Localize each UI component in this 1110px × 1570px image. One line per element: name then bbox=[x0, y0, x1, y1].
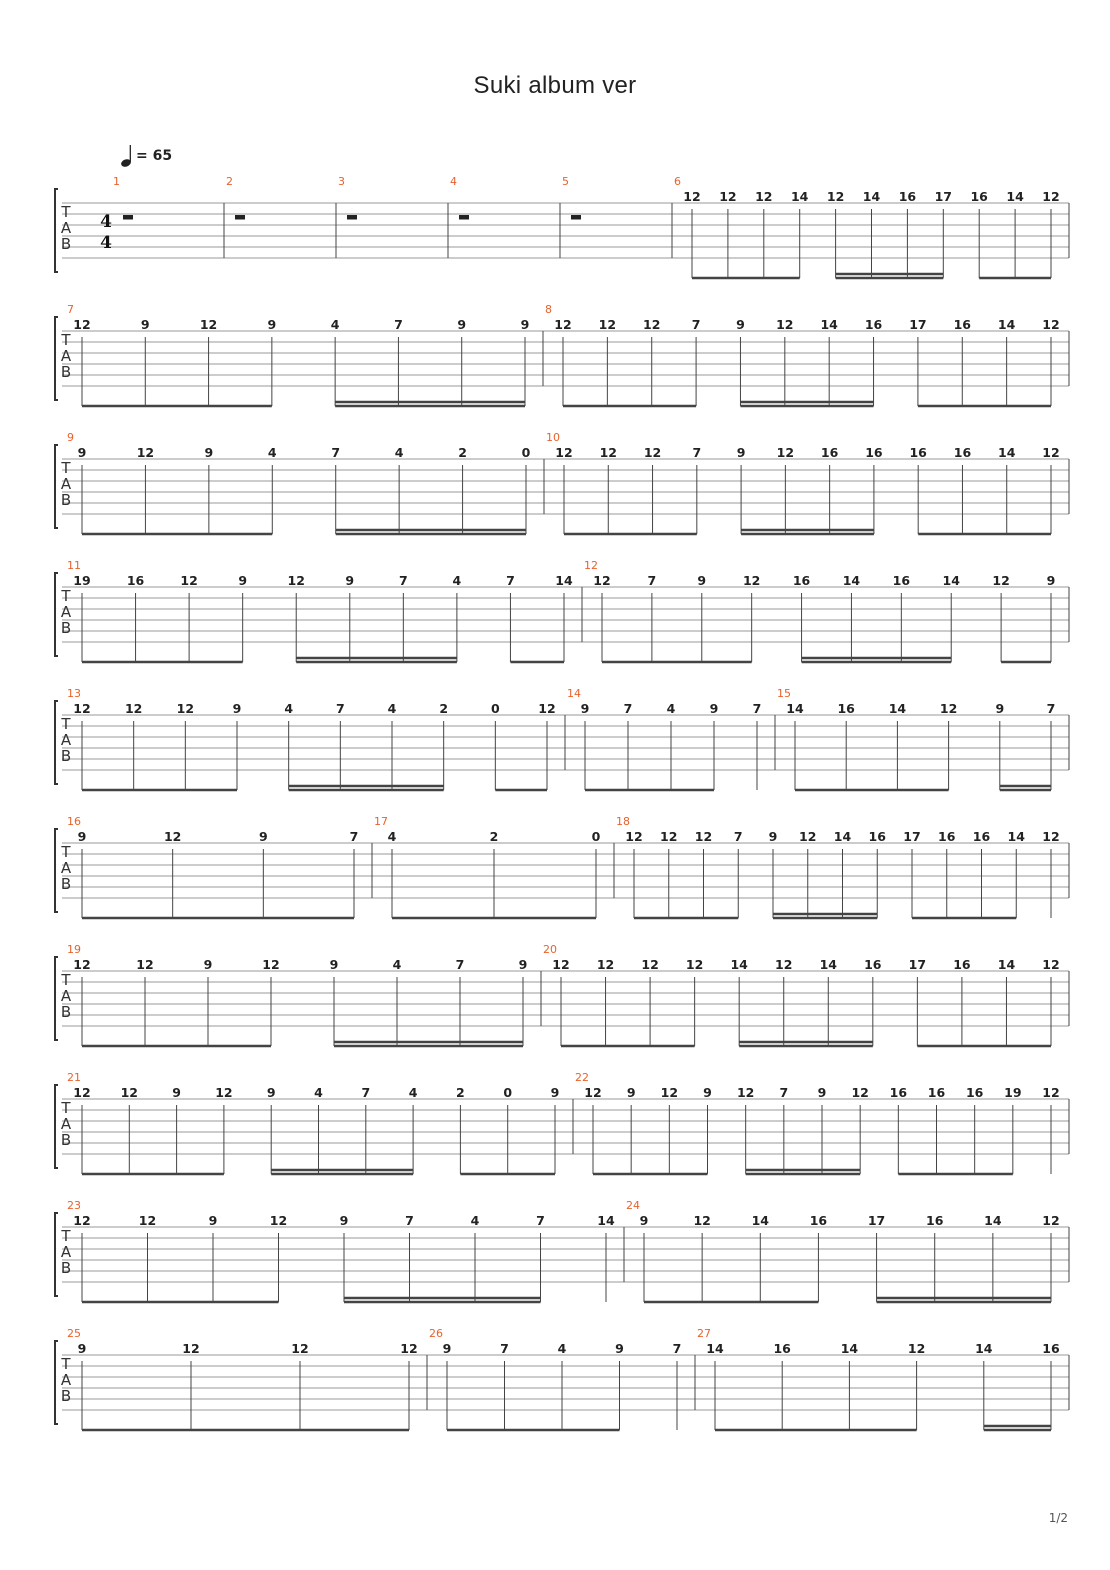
fret-number: 12 bbox=[643, 445, 662, 460]
tab-clef-letter: A bbox=[60, 987, 72, 1005]
fret-number: 16 bbox=[965, 1085, 984, 1100]
fret-number: 2 bbox=[489, 829, 499, 844]
fret-number: 4 bbox=[452, 573, 462, 588]
fret-number: 14 bbox=[751, 1213, 769, 1228]
tab-clef-letter: A bbox=[60, 347, 72, 365]
fret-number: 9 bbox=[550, 1085, 560, 1100]
fret-number: 14 bbox=[997, 957, 1016, 972]
tab-clef-letter: T bbox=[61, 971, 71, 989]
tab-clef-letter: B bbox=[60, 491, 72, 509]
fret-number: 7 bbox=[623, 701, 633, 716]
fret-number: 9 bbox=[736, 317, 745, 332]
fret-number: 12 bbox=[182, 1341, 200, 1356]
fret-number: 4 bbox=[330, 317, 340, 332]
fret-number: 14 bbox=[730, 957, 748, 972]
fret-number: 17 bbox=[908, 957, 927, 972]
fret-number: 4 bbox=[666, 701, 676, 716]
fret-number: 9 bbox=[520, 317, 530, 332]
fret-number: 17 bbox=[934, 189, 953, 204]
tab-clef-letter: T bbox=[61, 331, 71, 349]
fret-number: 12 bbox=[598, 317, 617, 332]
fret-number: 16 bbox=[865, 445, 883, 460]
fret-number: 7 bbox=[455, 957, 465, 972]
measure-number: 9 bbox=[67, 431, 74, 444]
fret-number: 12 bbox=[120, 1085, 139, 1100]
fret-number: 7 bbox=[349, 829, 359, 844]
fret-number: 7 bbox=[733, 829, 743, 844]
fret-number: 9 bbox=[172, 1085, 181, 1100]
fret-number: 4 bbox=[387, 829, 397, 844]
fret-number: 14 bbox=[862, 189, 881, 204]
measure-number: 23 bbox=[67, 1199, 81, 1212]
fret-number: 16 bbox=[864, 317, 883, 332]
fret-number: 7 bbox=[1046, 701, 1056, 716]
system-bracket bbox=[55, 317, 58, 400]
tab-clef-letter: A bbox=[60, 1243, 72, 1261]
fret-number: 7 bbox=[779, 1085, 789, 1100]
tab-clef-letter: A bbox=[60, 219, 72, 237]
fret-number: 12 bbox=[163, 829, 182, 844]
fret-number: 0 bbox=[503, 1085, 513, 1100]
fret-number: 7 bbox=[405, 1213, 414, 1228]
measure-number: 19 bbox=[67, 943, 81, 956]
fret-number: 12 bbox=[73, 1085, 91, 1100]
fret-number: 12 bbox=[907, 1341, 926, 1356]
fret-number: 16 bbox=[953, 445, 972, 460]
fret-number: 16 bbox=[126, 573, 145, 588]
fret-number: 4 bbox=[470, 1213, 480, 1228]
tab-clef-letter: A bbox=[60, 859, 72, 877]
fret-number: 9 bbox=[442, 1341, 452, 1356]
fret-number: 12 bbox=[552, 957, 570, 972]
fret-number: 7 bbox=[361, 1085, 371, 1100]
fret-number: 9 bbox=[77, 445, 87, 460]
fret-number: 12 bbox=[262, 957, 280, 972]
whole-rest-icon bbox=[347, 215, 357, 220]
fret-number: 14 bbox=[840, 1341, 859, 1356]
score-title: Suki album ver bbox=[473, 72, 637, 99]
fret-number: 16 bbox=[864, 957, 882, 972]
tab-clef-letter: A bbox=[60, 603, 72, 621]
fret-number: 12 bbox=[73, 1213, 91, 1228]
fret-number: 7 bbox=[647, 573, 657, 588]
fret-number: 12 bbox=[799, 829, 817, 844]
fret-number: 17 bbox=[909, 317, 927, 332]
fret-number: 12 bbox=[736, 1085, 755, 1100]
fret-number: 12 bbox=[625, 829, 643, 844]
fret-number: 12 bbox=[939, 701, 958, 716]
measure-number: 6 bbox=[674, 175, 681, 188]
fret-number: 12 bbox=[73, 317, 91, 332]
system-bracket bbox=[55, 1341, 58, 1424]
fret-number: 7 bbox=[506, 573, 515, 588]
fret-number: 9 bbox=[208, 1213, 218, 1228]
fret-number: 12 bbox=[776, 317, 794, 332]
fret-number: 12 bbox=[693, 1213, 711, 1228]
fret-number: 7 bbox=[335, 701, 345, 716]
fret-number: 16 bbox=[927, 1085, 946, 1100]
fret-number: 14 bbox=[942, 573, 960, 588]
fret-number: 14 bbox=[597, 1213, 615, 1228]
fret-number: 0 bbox=[521, 445, 531, 460]
fret-number: 12 bbox=[685, 957, 704, 972]
fret-number: 0 bbox=[591, 829, 601, 844]
fret-number: 12 bbox=[755, 189, 773, 204]
tab-clef-letter: B bbox=[60, 619, 72, 637]
fret-number: 17 bbox=[867, 1213, 886, 1228]
fret-number: 12 bbox=[1042, 829, 1060, 844]
system-bracket bbox=[55, 445, 58, 528]
fret-number: 9 bbox=[697, 573, 707, 588]
fret-number: 16 bbox=[953, 957, 971, 972]
measure-number: 14 bbox=[567, 687, 581, 700]
fret-number: 9 bbox=[626, 1085, 636, 1100]
fret-number: 9 bbox=[1046, 573, 1056, 588]
system-bracket bbox=[55, 1213, 58, 1296]
fret-number: 16 bbox=[909, 445, 927, 460]
tab-clef-letter: T bbox=[61, 1227, 71, 1245]
fret-number: 12 bbox=[73, 957, 91, 972]
whole-rest-icon bbox=[235, 215, 245, 220]
fret-number: 12 bbox=[593, 573, 611, 588]
system-bracket bbox=[55, 957, 58, 1040]
fret-number: 9 bbox=[580, 701, 590, 716]
measure-number: 27 bbox=[697, 1327, 711, 1340]
fret-number: 19 bbox=[1004, 1085, 1022, 1100]
fret-number: 12 bbox=[775, 957, 793, 972]
fret-number: 9 bbox=[77, 829, 87, 844]
fret-number: 12 bbox=[643, 317, 661, 332]
fret-number: 12 bbox=[992, 573, 1010, 588]
tab-clef-letter: T bbox=[61, 1355, 71, 1373]
tab-clef-letter: A bbox=[60, 1115, 72, 1133]
measure-number: 22 bbox=[575, 1071, 589, 1084]
fret-number: 12 bbox=[851, 1085, 869, 1100]
fret-number: 16 bbox=[898, 189, 917, 204]
fret-number: 14 bbox=[984, 1213, 1002, 1228]
fret-number: 9 bbox=[768, 829, 778, 844]
fret-number: 12 bbox=[400, 1341, 418, 1356]
fret-number: 12 bbox=[641, 957, 659, 972]
fret-number: 7 bbox=[398, 573, 408, 588]
fret-number: 4 bbox=[314, 1085, 323, 1100]
fret-number: 14 bbox=[790, 189, 809, 204]
fret-number: 12 bbox=[660, 1085, 679, 1100]
fret-number: 9 bbox=[329, 957, 339, 972]
fret-number: 16 bbox=[792, 573, 811, 588]
fret-number: 7 bbox=[692, 445, 702, 460]
tab-clef-letter: A bbox=[60, 1371, 72, 1389]
measure-number: 18 bbox=[616, 815, 630, 828]
fret-number: 16 bbox=[809, 1213, 828, 1228]
fret-number: 14 bbox=[833, 829, 852, 844]
fret-number: 12 bbox=[215, 1085, 233, 1100]
fret-number: 9 bbox=[995, 701, 1005, 716]
fret-number: 12 bbox=[742, 573, 761, 588]
fret-number: 12 bbox=[199, 317, 218, 332]
fret-number: 16 bbox=[892, 573, 911, 588]
fret-number: 9 bbox=[615, 1341, 624, 1356]
fret-number: 7 bbox=[331, 445, 341, 460]
system-bracket bbox=[55, 1085, 58, 1168]
fret-number: 2 bbox=[439, 701, 449, 716]
fret-number: 12 bbox=[599, 445, 617, 460]
time-signature-bottom: 4 bbox=[100, 233, 112, 253]
fret-number: 4 bbox=[284, 701, 294, 716]
tab-clef-letter: T bbox=[61, 587, 71, 605]
time-signature-top: 4 bbox=[100, 212, 112, 232]
fret-number: 4 bbox=[267, 445, 277, 460]
fret-number: 9 bbox=[266, 1085, 276, 1100]
tab-clef-letter: B bbox=[60, 1131, 72, 1149]
fret-number: 12 bbox=[73, 701, 91, 716]
fret-number: 9 bbox=[140, 317, 150, 332]
fret-number: 9 bbox=[258, 829, 268, 844]
fret-number: 12 bbox=[124, 701, 143, 716]
measure-number: 11 bbox=[67, 559, 81, 572]
fret-number: 12 bbox=[180, 573, 198, 588]
fret-number: 12 bbox=[826, 189, 845, 204]
system-bracket bbox=[55, 189, 58, 272]
tab-clef-letter: B bbox=[60, 1387, 72, 1405]
fret-number: 16 bbox=[868, 829, 886, 844]
tab-clef-letter: B bbox=[60, 747, 72, 765]
tab-clef-letter: B bbox=[60, 1003, 72, 1021]
measure-number: 4 bbox=[450, 175, 457, 188]
fret-number: 14 bbox=[975, 1341, 993, 1356]
measure-number: 16 bbox=[67, 815, 81, 828]
fret-number: 14 bbox=[888, 701, 907, 716]
fret-number: 16 bbox=[938, 829, 956, 844]
fret-number: 9 bbox=[204, 445, 214, 460]
fret-number: 12 bbox=[291, 1341, 309, 1356]
fret-number: 12 bbox=[584, 1085, 602, 1100]
fret-number: 9 bbox=[703, 1085, 712, 1100]
whole-rest-icon bbox=[459, 215, 469, 220]
fret-number: 9 bbox=[232, 701, 242, 716]
measure-number: 2 bbox=[226, 175, 233, 188]
fret-number: 12 bbox=[719, 189, 737, 204]
fret-number: 4 bbox=[392, 957, 402, 972]
fret-number: 12 bbox=[1042, 1085, 1060, 1100]
fret-number: 17 bbox=[903, 829, 921, 844]
fret-number: 16 bbox=[972, 829, 991, 844]
fret-number: 12 bbox=[683, 189, 701, 204]
fret-number: 14 bbox=[820, 317, 838, 332]
measure-number: 21 bbox=[67, 1071, 81, 1084]
fret-number: 9 bbox=[639, 1213, 649, 1228]
measure-number: 26 bbox=[429, 1327, 443, 1340]
fret-number: 12 bbox=[138, 1213, 157, 1228]
fret-number: 12 bbox=[1042, 957, 1060, 972]
fret-number: 4 bbox=[387, 701, 397, 716]
fret-number: 14 bbox=[706, 1341, 724, 1356]
fret-number: 16 bbox=[970, 189, 988, 204]
fret-number: 0 bbox=[490, 701, 500, 716]
fret-number: 14 bbox=[819, 957, 837, 972]
fret-number: 9 bbox=[817, 1085, 827, 1100]
fret-number: 14 bbox=[555, 573, 573, 588]
fret-number: 12 bbox=[136, 957, 154, 972]
fret-number: 12 bbox=[1042, 317, 1060, 332]
measure-number: 12 bbox=[584, 559, 598, 572]
tab-clef-letter: T bbox=[61, 715, 71, 733]
fret-number: 14 bbox=[998, 445, 1016, 460]
page-number: 1/2 bbox=[1048, 1511, 1068, 1525]
fret-number: 9 bbox=[736, 445, 746, 460]
fret-number: 16 bbox=[889, 1085, 908, 1100]
fret-number: 16 bbox=[773, 1341, 791, 1356]
fret-number: 12 bbox=[287, 573, 305, 588]
measure-number: 1 bbox=[113, 175, 120, 188]
measure-number: 3 bbox=[338, 175, 345, 188]
fret-number: 12 bbox=[136, 445, 155, 460]
measure-number: 17 bbox=[374, 815, 388, 828]
fret-number: 9 bbox=[457, 317, 467, 332]
fret-number: 16 bbox=[837, 701, 855, 716]
fret-number: 9 bbox=[518, 957, 528, 972]
tempo-value: = 65 bbox=[136, 148, 173, 164]
fret-number: 2 bbox=[456, 1085, 465, 1100]
fret-number: 16 bbox=[1042, 1341, 1060, 1356]
fret-number: 4 bbox=[394, 445, 404, 460]
tab-clef-letter: A bbox=[60, 731, 72, 749]
whole-rest-icon bbox=[123, 215, 133, 220]
tab-clef-letter: A bbox=[60, 475, 72, 493]
fret-number: 9 bbox=[709, 701, 719, 716]
measure-number: 13 bbox=[67, 687, 81, 700]
measure-number: 25 bbox=[67, 1327, 81, 1340]
fret-number: 12 bbox=[555, 445, 573, 460]
fret-number: 16 bbox=[820, 445, 839, 460]
fret-number: 12 bbox=[1042, 445, 1060, 460]
system-bracket bbox=[55, 573, 58, 656]
fret-number: 12 bbox=[538, 701, 556, 716]
fret-number: 14 bbox=[1007, 829, 1025, 844]
fret-number: 14 bbox=[786, 701, 804, 716]
fret-number: 9 bbox=[77, 1341, 87, 1356]
fret-number: 2 bbox=[458, 445, 467, 460]
measure-number: 24 bbox=[626, 1199, 640, 1212]
fret-number: 12 bbox=[596, 957, 615, 972]
fret-number: 14 bbox=[842, 573, 861, 588]
fret-number: 12 bbox=[176, 701, 195, 716]
fret-number: 7 bbox=[691, 317, 701, 332]
fret-number: 7 bbox=[500, 1341, 509, 1356]
fret-number: 4 bbox=[408, 1085, 418, 1100]
fret-number: 14 bbox=[997, 317, 1016, 332]
tab-clef-letter: T bbox=[61, 1099, 71, 1117]
tab-clef-letter: T bbox=[61, 459, 71, 477]
fret-number: 9 bbox=[345, 573, 355, 588]
measure-number: 5 bbox=[562, 175, 569, 188]
fret-number: 19 bbox=[73, 573, 91, 588]
measure-number: 10 bbox=[546, 431, 560, 444]
fret-number: 7 bbox=[394, 317, 403, 332]
fret-number: 16 bbox=[926, 1213, 944, 1228]
fret-number: 9 bbox=[339, 1213, 349, 1228]
fret-number: 4 bbox=[557, 1341, 567, 1356]
fret-number: 7 bbox=[752, 701, 762, 716]
tab-clef-letter: B bbox=[60, 235, 72, 253]
whole-rest-icon bbox=[571, 215, 581, 220]
fret-number: 12 bbox=[694, 829, 713, 844]
fret-number: 12 bbox=[1042, 1213, 1060, 1228]
measure-number: 15 bbox=[777, 687, 791, 700]
tab-clef-letter: T bbox=[61, 843, 71, 861]
fret-number: 12 bbox=[776, 445, 795, 460]
system-bracket bbox=[55, 829, 58, 912]
fret-number: 14 bbox=[1006, 189, 1024, 204]
system-bracket bbox=[55, 701, 58, 784]
measure-number: 8 bbox=[545, 303, 552, 316]
fret-number: 9 bbox=[267, 317, 277, 332]
tab-clef-letter: B bbox=[60, 875, 72, 893]
fret-number: 12 bbox=[660, 829, 678, 844]
fret-number: 12 bbox=[554, 317, 572, 332]
fret-number: 16 bbox=[953, 317, 971, 332]
fret-number: 9 bbox=[203, 957, 213, 972]
tab-clef-letter: T bbox=[61, 203, 71, 221]
tab-clef-letter: B bbox=[60, 1259, 72, 1277]
fret-number: 9 bbox=[238, 573, 248, 588]
fret-number: 7 bbox=[672, 1341, 682, 1356]
fret-number: 7 bbox=[536, 1213, 545, 1228]
measure-number: 7 bbox=[67, 303, 74, 316]
fret-number: 12 bbox=[269, 1213, 288, 1228]
measure-number: 20 bbox=[543, 943, 557, 956]
tab-clef-letter: B bbox=[60, 363, 72, 381]
fret-number: 12 bbox=[1042, 189, 1060, 204]
